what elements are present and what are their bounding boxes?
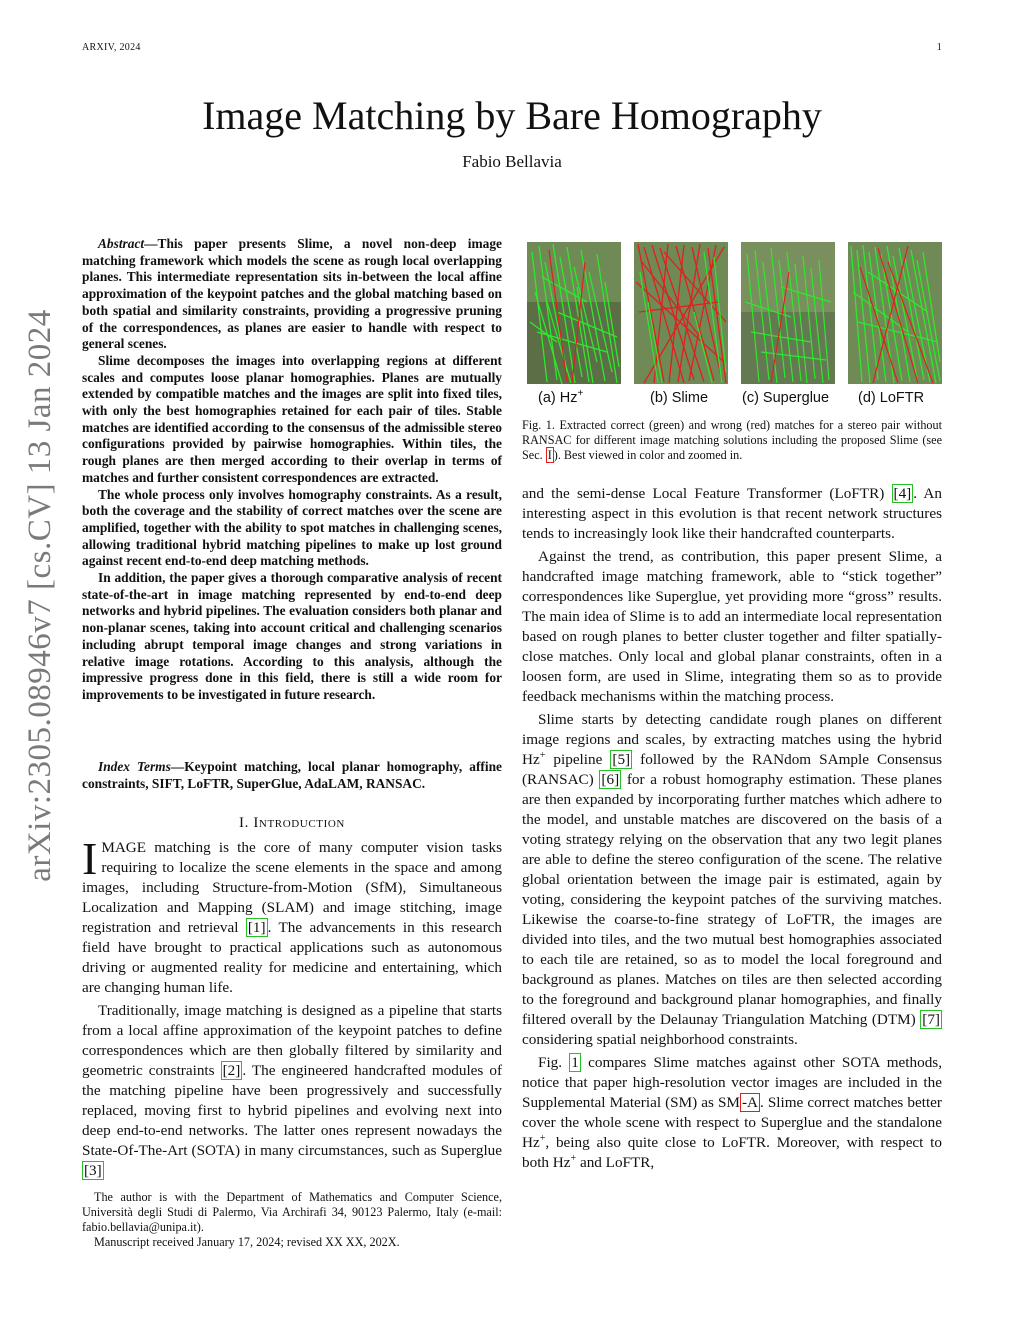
index-terms-text: —Keypoint matching, local planar homography, affine constraints, SIFT, LoFTR, SuperGlue, AdaLAM, RANSAC. (82, 759, 502, 791)
right-p1: Against the trend, as contribution, this paper present Slime, a handcrafted image matching framework, able to “stick together” correspondences like Superglue, yet providing more “gross” results. The main idea of Slime is to add an intermediate local representation based on rough planes to better cluster together and filter spatially-close matches. Only local and global planar constraints, often in a loosen form, are used in Slime, integrating them so as to provide feedback mechanisms within the matching process. (522, 548, 942, 705)
right-p0-end: . An interesting aspect in this evolution is that recent network structures tends to increasingly look like their handcrafted counterparts. (522, 485, 942, 542)
section-heading (82, 815, 502, 832)
figure-1 (527, 242, 943, 384)
citation-link[interactable]: [6] (601, 771, 620, 788)
superscript-plus: + (539, 1132, 546, 1144)
right-p3a: Fig. (538, 1054, 570, 1071)
right-p2d: for a robust homography estimation. These planes are then expanded by incorporating further matches which adhere to the model, and unstable matches are discovered on the basis of a voting strategy relying on the observation that any two legit planes are able to define the stereo configuration of the scene. The relative global orientation between the image pair is estimated, again by voting, considering the keypoint patches of the surviving matches. Likewise the coarse-to-fine strategy of LoFTR, the images are divided into tiles, and the two mutual best homographies associated to each tile are retained, so as to model the local foreground and background as planes. Matches on tiles are then selected according to the foreground and background planar homographies, and finally filtered overall by the Delaunay Triangulation Matching (DTM) (522, 771, 942, 1028)
superscript-plus: + (570, 1152, 577, 1164)
intro-p1: MAGE matching is the core of many computer vision tasks requiring to localize the scene elements in the space and among images, including Structure-from-Motion (SfM), Simultaneous Localization and Mapping (SLAM) and image stitching, image registration and retrieval (82, 839, 502, 936)
footnote-affiliation: The author is with the Department of Mathematics and Computer Science, Università degli Studi di Palermo, Via Archirafi 34, 90123 Palermo, Italy (e-mail: fabio.bellavia@unipa.it). (82, 1190, 502, 1234)
caption-text-a: Fig. 1. Extracted correct (green) and wrong (red) matches for a stereo pair without RANSAC for different image matching solutions including the proposed Slime (see Sec. (522, 418, 942, 462)
index-terms-lead: Index Terms (98, 759, 171, 774)
right-p3e: and LoFTR, (576, 1154, 655, 1171)
superscript-plus: + (539, 749, 546, 761)
figure-panel-superglue (741, 242, 835, 384)
figure-label-b: (b) Slime (650, 390, 709, 406)
right-p2c: followed by the RANdom SAmple Consensus (RANSAC) (522, 751, 942, 788)
citation-link[interactable]: [1] (247, 919, 266, 936)
author-footnote (82, 1190, 502, 1250)
page-number: 1 (936, 42, 942, 53)
supplemental-link[interactable]: -A (741, 1094, 758, 1111)
citation-link[interactable]: [2] (222, 1062, 241, 1079)
section-number: I. (239, 815, 254, 831)
caption-section-link[interactable]: I (547, 448, 552, 462)
author-name: Fabio Bellavia (462, 152, 562, 171)
right-p3c: . Slime correct matches better cover the whole scene with respect to Superglue and the standalone Hz (522, 1094, 942, 1151)
index-terms (82, 759, 502, 792)
citation-link[interactable]: [4] (893, 485, 912, 502)
intro-p2-end: . The engineered handcrafted modules of the matching pipeline have been progressively and successfully replaced, moving first to hybrid pipelines and evolving next into deep end-to-end networks. The latter ones represent nowadays the State-Of-The-Art (SOTA) in many circumstances, such as Superglue (82, 1062, 502, 1159)
abstract-p2: Slime decomposes the images into overlapping regions at different scales and computes loose planar homographies. Planes are mutually extended by compatible matches and the images are split into fixed tiles, with only the best homographies retained for each pair of tiles. Stable matches are identified according to the consensus of the admissible stereo configurations provided by pairwise homographies. Within tiles, the rough planes are then merged according to their overlap in terms of matches and further consistent correspondences are extracted. (82, 352, 502, 485)
paper-title: Image Matching by Bare Homography (202, 93, 822, 138)
abstract-p1: —This paper presents Slime, a novel non-deep image matching framework which models the scene as rough local overlapping planes. This intermediate representation sits in-between the local affine approximation of the keypoint patches and the global matching based on both spatial and similarity constraints, providing a progressive pruning of the correspondences, as planes are easier to handle with respect to general scenes. (82, 236, 502, 352)
figure-panel-slime (634, 242, 728, 384)
figure-caption (522, 418, 942, 463)
citation-link[interactable]: [7] (922, 1011, 940, 1028)
right-p2e: considering spatial neighborhood constraints. (522, 1031, 798, 1048)
running-header: ARXIV, 2024 (82, 42, 141, 53)
caption-text-b: ). Best viewed in color and zoomed in. (553, 448, 743, 462)
introduction-text (82, 833, 503, 1184)
figure-panel-hz (527, 242, 621, 384)
arxiv-side-stamp (10, 250, 70, 940)
citation-link[interactable]: [5] (612, 751, 631, 768)
abstract (82, 236, 502, 704)
drop-cap: I (82, 833, 98, 884)
right-p2b: pipeline (545, 751, 611, 768)
intro-p2: Traditionally, image matching is designed as a pipeline that starts from a local affine approximation of the keypoint patches to define correspondences which are then globally filtered by similarity and geometric constraints (82, 1002, 502, 1079)
arxiv-stamp-text: arXiv:2305.08946v7 [cs.CV] 13 Jan 2024 (21, 308, 58, 882)
figure-label-a-text: (a) Hz (538, 390, 578, 406)
citation-link[interactable]: [3] (84, 1162, 102, 1179)
figure-label-c: (c) Superglue (742, 390, 830, 406)
figure-label-d: (d) LoFTR (858, 390, 925, 406)
right-p0: and the semi-dense Local Feature Transformer (LoFTR) (522, 485, 892, 502)
intro-p1-end: . The advancements in this research field have brought to practical applications such as autonomous driving or augmented reality for medicine and entertaining, which are changing human life. (82, 919, 503, 996)
right-column-text (522, 484, 942, 1176)
abstract-lead: Abstract (98, 236, 145, 251)
figure-label-a (538, 390, 583, 406)
abstract-p3: The whole process only involves homography constraints. As a result, both the coverage and the stability of correct matches over the scene are amplified, together with the ability to spot matches in challenging scenes, allowing traditional hybrid matching pipelines to make up lost ground against recent end-to-end deep matching methods. (82, 486, 502, 569)
figure-link[interactable]: 1 (571, 1054, 579, 1071)
right-p2a: Slime starts by detecting candidate rough planes on different image regions and scales, by extracting matches using the hybrid Hz (522, 711, 942, 768)
right-p3b: compares Slime matches against other SOTA methods, notice that paper high-resolution vector images are included in the Supplemental Material (SM) as SM (522, 1054, 942, 1111)
abstract-p4: In addition, the paper gives a thorough comparative analysis of recent state-of-the-art in image matching represented by end-to-end deep networks and hybrid pipelines. The evaluation considers both planar and non-planar scenes, taking into account critical and challenging scenarios including abrupt temporal image changes and strong variations in relative image rotations. According to this analysis, although the impressive progress done in this field, there is still a wide room for improvements to be investigated in future research. (82, 570, 502, 702)
right-p3d: , being also quite close to LoFTR. Moreover, with respect to both Hz (522, 1134, 942, 1171)
section-title: Introduction (253, 815, 345, 831)
footnote-manuscript: Manuscript received January 17, 2024; revised XX XX, 202X. (94, 1235, 400, 1249)
figure-panel-loftr (848, 242, 942, 384)
figure-label-a-sup: + (577, 388, 584, 400)
